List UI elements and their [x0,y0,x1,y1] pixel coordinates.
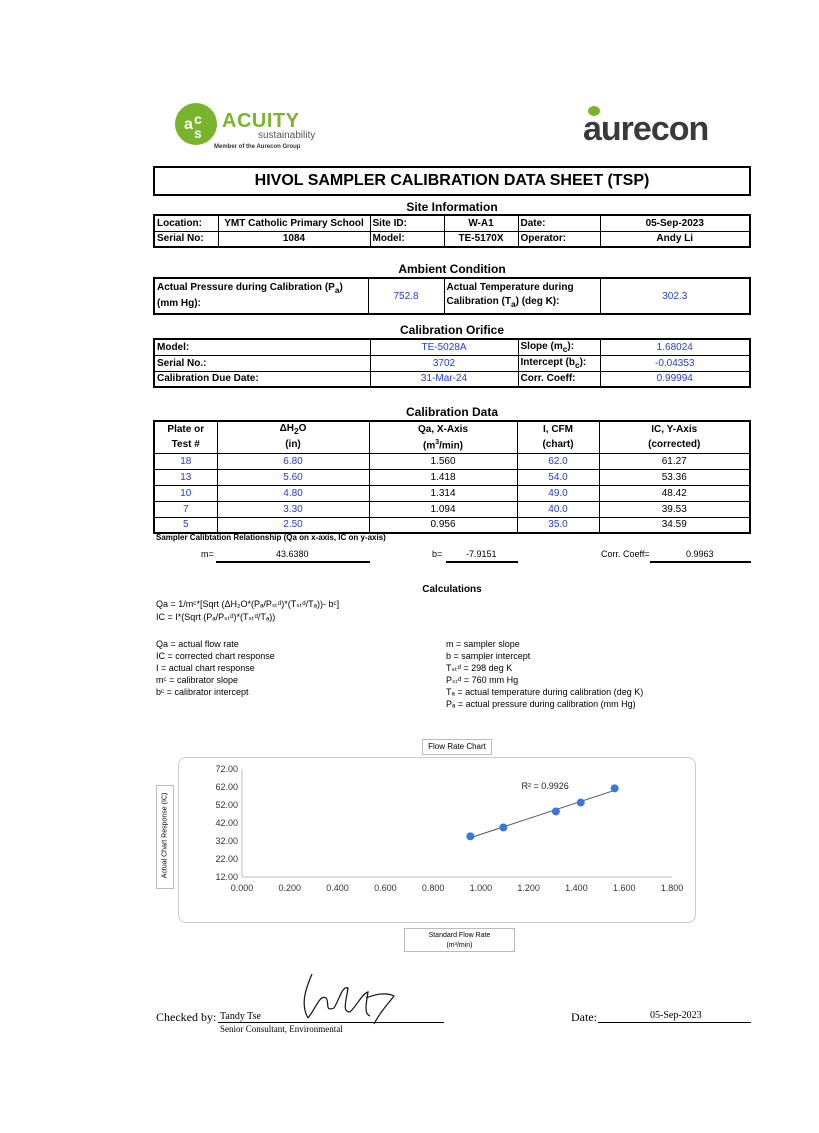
col-dh-h1-sub: 2 [294,426,299,436]
m-label: m= [201,549,214,559]
checked-label: Checked by: [156,1010,217,1024]
corr-label: Corr. Coeff: [518,371,600,387]
cell-dh: 3.30 [217,501,369,517]
legend-right [446,638,643,710]
col-i-h2: (chart) [517,437,599,453]
cell-qa: 1.314 [369,485,517,501]
orifice-model-value: TE-5028A [370,339,518,355]
y-tick-label: 72.00 [215,764,238,774]
y-tick-label: 22.00 [215,854,238,864]
site-id-value: W-A1 [444,215,518,231]
chart-title-box [422,739,492,755]
cell-dh: 4.80 [217,485,369,501]
aurecon-name: aurecon [583,110,709,148]
acuity-mark-icon [174,102,218,146]
orifice-heading: Calibration Orifice [399,323,505,337]
data-point [466,832,474,840]
cell-plate: 7 [154,501,217,517]
cell-qa: 1.560 [369,453,517,469]
location-value: YMT Catholic Primary School [218,215,370,231]
legend-item: mᶜ = calibrator slope [156,675,238,685]
col-dh-h1-text: ΔH [279,423,294,434]
cc-value: 0.9963 [686,549,714,559]
slope-label-sub: c [562,343,568,354]
temp-label [444,278,600,314]
date-sign-value: 05-Sep-2023 [650,1010,702,1021]
svg-text:a: a [184,116,193,133]
corr-value: 0.99994 [600,371,750,387]
y-tick-label: 12.00 [215,872,238,882]
date-sign-label: Date: [571,1010,597,1024]
col-plate-h1: Plate or [154,421,217,437]
serial-value: 1084 [218,231,370,247]
operator-value: Andy Li [600,231,750,247]
intercept-label-sub: c [574,359,580,370]
cell-ic: 39.53 [599,501,750,517]
x-axis-unit: (m³/min) [446,942,473,949]
table-row [154,453,750,469]
date-label: Date: [518,215,600,231]
b-value: -7.9151 [466,549,497,559]
cell-qa: 1.094 [369,501,517,517]
aurecon-logo [583,104,743,148]
pressure-label [154,278,368,314]
y-tick-label: 32.00 [215,836,238,846]
temp-value: 302.3 [600,278,750,314]
data-point [577,799,585,807]
acuity-sub: sustainability [258,130,316,141]
chart-title: Flow Rate Chart [428,742,486,751]
cell-ic: 34.59 [599,517,750,533]
legend-item: IC = corrected chart response [156,651,275,661]
col-qa-h1: Qa, X-Axis [369,421,517,437]
date-value: 05-Sep-2023 [600,215,750,231]
legend-item: I = actual chart response [156,663,255,673]
col-i-h1: I, CFM [517,421,599,437]
formula-ic: IC = I*(Sqrt (Pₐ/Pₛₜᵈ)*(Tₛₜᵈ/Tₐ)) [156,612,276,622]
y-tick-label: 52.00 [215,800,238,810]
data-point [611,784,619,792]
model-value: TE-5170X [444,231,518,247]
cell-ic: 61.27 [599,453,750,469]
cell-plate: 5 [154,517,217,533]
intercept-value: -0.04353 [600,355,750,371]
x-tick-label: 1.000 [469,883,493,893]
site-id-label: Site ID: [370,215,444,231]
data-point [552,807,560,815]
cell-ic: 53.36 [599,469,750,485]
intercept-label-text: Intercept (b [520,356,575,368]
caldata-heading: Calibration Data [405,405,498,419]
pressure-label-sub: a [334,285,340,295]
calc-heading: Calculations [422,584,482,595]
cell-dh: 6.80 [217,453,369,469]
y-tick-label: 42.00 [215,818,238,828]
y-tick-label: 62.00 [215,782,238,792]
table-row [154,501,750,517]
legend-item: Pₐ = actual pressure during calibration (mm Hg) [446,699,636,709]
formula-qa: Qa = 1/mᶜ*[Sqrt (ΔH₂O*(Pₐ/Pₛₜᵈ)*(Tₛₜᵈ/Tₐ))- bᶜ] [156,599,340,609]
cell-plate: 10 [154,485,217,501]
r-squared-label: R² = 0.9926 [521,780,569,791]
acuity-logo [174,100,324,156]
cell-i: 62.0 [517,453,599,469]
cell-ic: 48.42 [599,485,750,501]
site-table [153,214,751,248]
x-tick-label: 1.400 [565,883,588,893]
location-label: Location: [154,215,218,231]
site-heading: Site Information [406,200,498,214]
cell-i: 40.0 [517,501,599,517]
pressure-label-text: Actual Pressure during Calibration (P [157,282,335,293]
slope-label-text: Slope (m [520,340,563,352]
x-tick-label: 0.600 [374,883,397,893]
legend-item: bᶜ = calibrator intercept [156,687,249,697]
checked-title: Senior Consultant, Environmental [220,1024,343,1034]
b-label: b= [432,549,443,559]
orifice-serial-value: 3702 [370,355,518,371]
legend-left [156,638,275,698]
col-dh-h2: (in) [217,437,369,453]
model-label: Model: [370,231,444,247]
cell-plate: 13 [154,469,217,485]
operator-label: Operator: [518,231,600,247]
svg-text:c: c [194,111,202,127]
x-axis-title: Standard Flow Rate [428,932,491,939]
temp-label-text: Actual Temperature during [446,282,574,293]
slope-label-end: ): [567,340,575,352]
x-tick-label: 1.200 [517,883,540,893]
orifice-serial-label: Serial No.: [154,355,370,371]
ambient-table [153,277,751,315]
orifice-model-label: Model: [154,339,370,355]
col-qa-h2 [369,437,517,453]
relationship-heading: Sampler Calibtation Relationship (Qa on x-axis, IC on y-axis) [156,533,386,542]
data-point [499,823,507,831]
col-ic-h1: IC, Y-Axis [599,421,750,437]
x-tick-label: 1.600 [612,883,636,893]
cell-qa: 1.418 [369,469,517,485]
ambient-heading: Ambient Condition [398,262,506,276]
page-title: HIVOL SAMPLER CALIBRATION DATA SHEET (TSP) [153,166,751,196]
x-tick-label: 1.800 [660,883,684,893]
col-qa-h2-sup: 3 [435,438,440,446]
serial-label: Serial No: [154,231,218,247]
table-row [154,469,750,485]
cell-plate: 18 [154,453,217,469]
m-value: 43.6380 [276,549,309,559]
legend-item: Qa = actual flow rate [156,639,239,649]
legend-item: Tₛₜᵈ = 298 deg K [446,663,513,673]
pressure-label-unit: (mm Hg): [157,298,201,309]
cell-dh: 2.50 [217,517,369,533]
temp-label-text2: Calibration (T [446,296,511,307]
due-label: Calibration Due Date: [154,371,370,387]
pressure-label-close: ) [339,282,343,293]
trendline [470,790,614,837]
acuity-member: Member of the Aurecon Group [214,144,301,150]
slope-label [518,339,600,355]
col-plate-h2: Test # [154,437,217,453]
x-axis-title-box [404,928,515,952]
pressure-value: 752.8 [368,278,444,314]
orifice-table [153,338,751,388]
cell-dh: 5.60 [217,469,369,485]
x-tick-label: 0.800 [421,883,445,893]
x-tick-label: 0.000 [230,883,254,893]
temp-label-sub: a [510,299,516,309]
checked-name: Tandy Tse [220,1011,261,1022]
col-dh-h1-end: O [298,423,307,434]
x-tick-label: 0.200 [278,883,302,893]
table-row [154,517,750,533]
legend-item: Tₐ = actual temperature during calibration (deg K) [446,687,644,697]
temp-label-unit: ) (deg K): [515,296,560,307]
col-qa-h2-text: (m [422,439,436,451]
col-qa-h2-end: /min) [439,439,464,451]
legend-item: b = sampler intercept [446,651,531,661]
cell-i: 54.0 [517,469,599,485]
signature-icon [290,968,400,1028]
flow-rate-chart [190,760,690,900]
cell-i: 35.0 [517,517,599,533]
slope-value: 1.68024 [600,339,750,355]
cell-i: 49.0 [517,485,599,501]
col-ic-h2: (corrected) [599,437,750,453]
y-axis-title: Actual Chart Response (IC) [161,792,169,879]
svg-text:s: s [194,125,202,141]
table-row [154,485,750,501]
y-axis-title-box [156,785,174,889]
legend-item: m = sampler slope [446,639,520,649]
x-tick-label: 0.400 [326,883,349,893]
intercept-label [518,355,600,371]
cc-label: Corr. Coeff= [601,549,650,559]
acuity-name: ACUITY [222,110,300,132]
legend-item: Pₛₜᵈ = 760 mm Hg [446,675,519,685]
caldata-table [153,420,751,534]
cell-qa: 0.956 [369,517,517,533]
due-value: 31-Mar-24 [370,371,518,387]
col-dh-h1 [217,421,369,437]
intercept-label-end: ): [579,356,587,368]
